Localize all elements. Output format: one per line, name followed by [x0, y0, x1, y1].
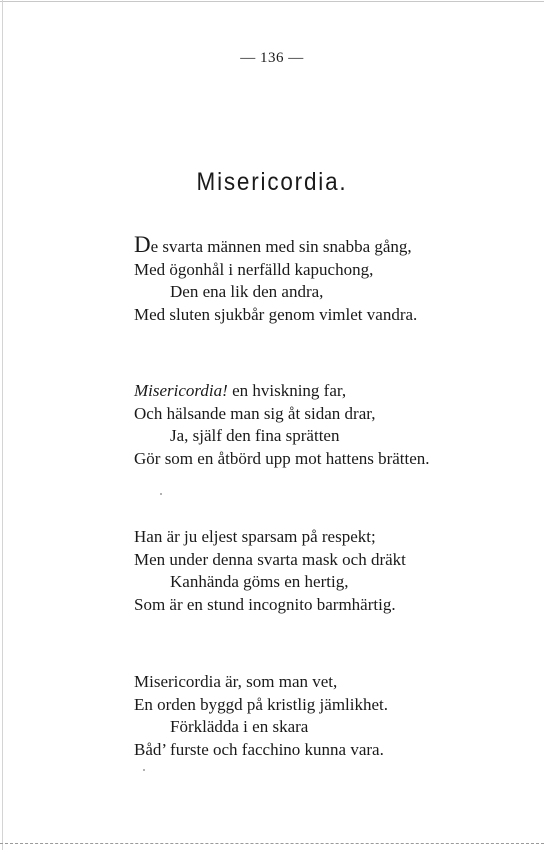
poem-line-indented: Kanhända göms en hertig,: [170, 572, 349, 591]
italic-exclamation: Misericordia!: [134, 381, 228, 400]
page-left-edge: [2, 0, 3, 850]
stanza-4: [134, 671, 388, 761]
poem-line: En orden byggd på kristlig jämlikhet.: [134, 694, 389, 714]
stanza-1: [134, 232, 418, 326]
poem-line-indented: Den ena lik den andra,: [170, 282, 324, 301]
poem-line: [134, 380, 430, 403]
poem-line: Han är ju eljest sparsam på respekt;: [134, 527, 376, 546]
poem-line: Men under denna svarta mask och dräkt: [134, 549, 406, 569]
poem-line: Med sluten sjukbår genom vimlet vandra.: [134, 304, 418, 324]
poem-line: Båd’ furste och facchino kunna vara.: [134, 739, 384, 759]
page-top-edge: [0, 1, 544, 2]
page-number: — 136 —: [240, 50, 304, 66]
poem-line: Gör som en åtbörd upp mot hattens brätten.: [134, 448, 430, 468]
poem-line-text: e svarta männen med sin snabba gång,: [150, 237, 412, 256]
paper-speck: [143, 769, 145, 771]
poem-line: Och hälsande man sig åt sidan drar,: [134, 403, 376, 423]
poem-title: Misericordia.: [196, 168, 348, 196]
paper-speck: [160, 493, 162, 495]
stanza-2: [134, 380, 430, 470]
poem-line-indented: Ja, själf den fina sprätten: [170, 426, 340, 445]
poem-line-text: en hviskning far,: [227, 381, 347, 400]
poem-line: [134, 232, 417, 259]
poem-line: Med ögonhål i nerfälld kapuchong,: [134, 259, 374, 279]
page-bottom-edge: [0, 843, 544, 844]
poem-line: Misericordia är, som man vet,: [134, 672, 338, 691]
stanza-3: [134, 526, 406, 616]
drop-cap: D: [134, 232, 151, 257]
poem-line: Som är en stund incognito barmhärtig.: [134, 594, 396, 614]
poem-line-indented: Förklädda i en skara: [170, 717, 309, 736]
